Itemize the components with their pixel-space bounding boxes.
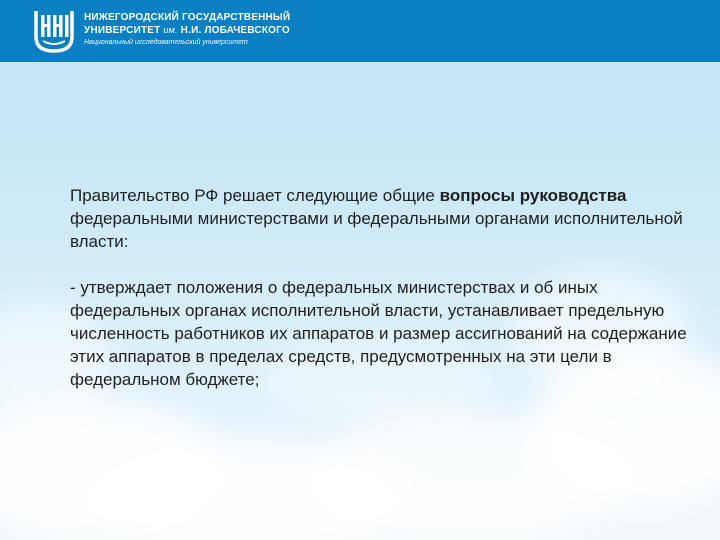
- paragraph-intro-start: Правительство РФ решает следующие общие: [70, 186, 440, 205]
- university-name-line2-small: им.: [163, 25, 178, 35]
- university-subtitle: Национальный исследовательский университет: [84, 39, 248, 46]
- paragraph-intro-bold: вопросы руководства: [439, 186, 627, 205]
- university-name-line1: НИЖЕГОРОДСКИЙ ГОСУДАРСТВЕННЫЙ: [84, 12, 291, 23]
- university-name-line2: [84, 24, 290, 37]
- paragraph-intro: [70, 184, 690, 253]
- paragraph-item: - утверждает положения о федеральных министерствах и об иных федеральных органах исполнительной власти, устанавливает предельную численность работников их аппаратов и размер ассигнований на содержание этих аппаратов в пределах средств, предусмотренных на эти цели в федеральном бюджете;: [70, 278, 687, 389]
- university-name-line2-prefix: УНИВЕРСИТЕТ: [84, 25, 164, 36]
- university-logo-icon: [30, 7, 78, 55]
- university-name-line2-suffix: Н.И. ЛОБАЧЕВСКОГО: [177, 25, 290, 36]
- header-banner: [0, 0, 720, 62]
- university-name: [84, 12, 290, 48]
- paragraph-intro-end: федеральными министерствами и федеральными органами исполнительной власти:: [70, 209, 683, 251]
- slide-content: [70, 184, 690, 391]
